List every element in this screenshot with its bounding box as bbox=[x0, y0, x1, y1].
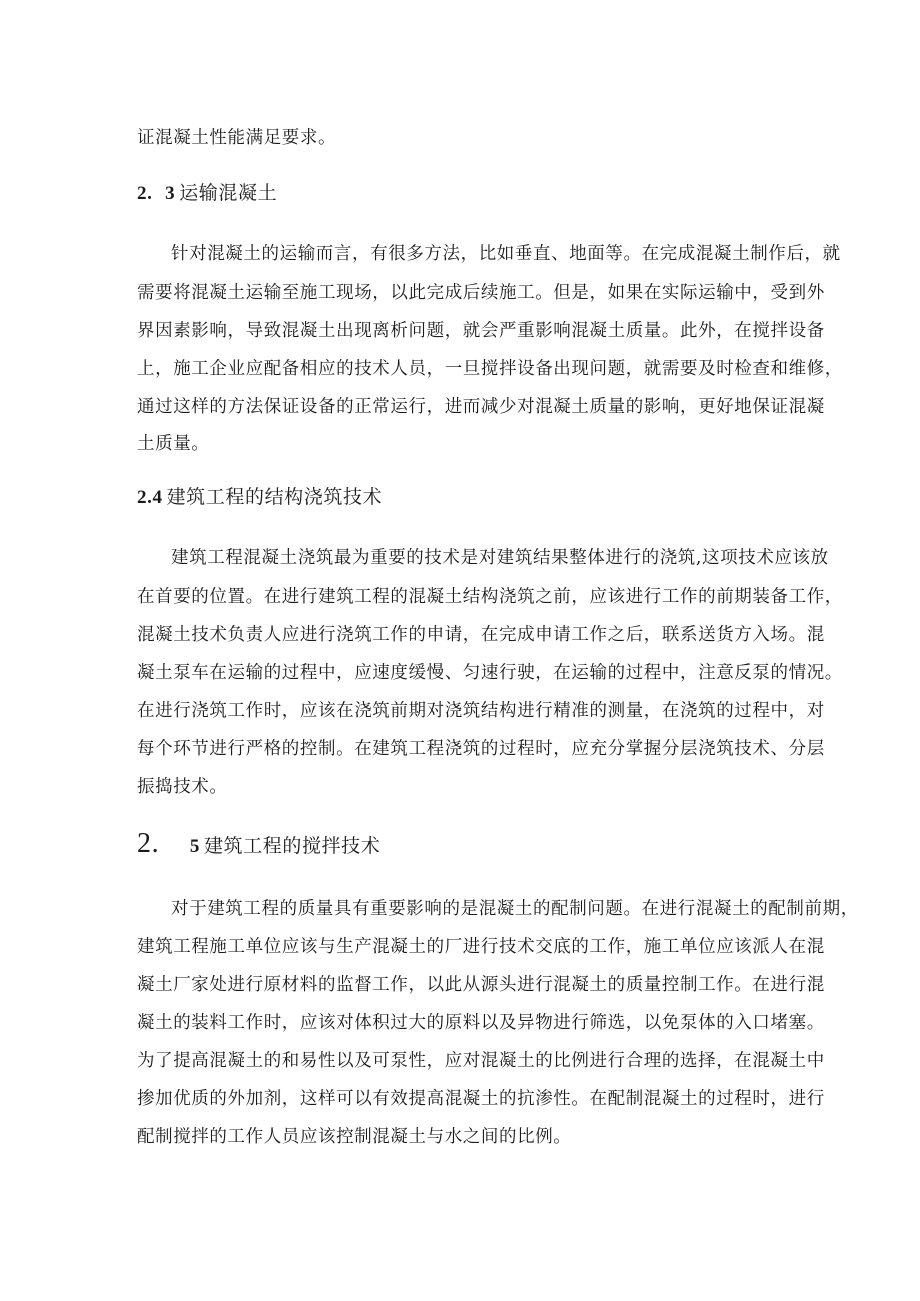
paragraph-line: 通过这样的方法保证设备的正常运行，进而减少对混凝土质量的影响，更好地保证混凝 bbox=[137, 397, 825, 417]
intro-line: 证混凝土性能满足要求。 bbox=[137, 128, 337, 148]
paragraph-line: 上，施工企业应配备相应的技术人员，一旦搅拌设备出现问题，就需要及时检查和维修， bbox=[137, 359, 843, 379]
paragraph-line: 建筑工程施工单位应该与生产混凝土的厂进行技术交底的工作，施工单位应该派人在混 bbox=[137, 937, 825, 957]
paragraph-line: 建筑工程混凝土浇筑最为重要的技术是对建筑结果整体进行的浇筑,这项技术应该放 bbox=[171, 548, 829, 568]
paragraph-line: 在进行浇筑工作时，应该在浇筑前期对浇筑结构进行精准的测量，在浇筑的过程中，对 bbox=[137, 701, 825, 721]
paragraph-line: 土质量。 bbox=[137, 434, 210, 454]
section-number: 2. bbox=[137, 183, 153, 204]
paragraph-line: 凝土厂家处进行原材料的监督工作，以此从源头进行混凝土的质量控制工作。在进行混 bbox=[137, 975, 825, 995]
section-title: 建筑工程的结构浇筑技术 bbox=[166, 486, 383, 508]
paragraph-line: 界因素影响，导致混凝土出现离析问题，就会严重影响混凝土质量。此外，在搅拌设备 bbox=[137, 321, 825, 341]
section-title: 建筑工程的搅拌技术 bbox=[203, 835, 381, 857]
paragraph-line: 针对混凝土的运输而言，有很多方法，比如垂直、地面等。在完成混凝土制作后，就 bbox=[171, 244, 841, 264]
section-number: 2. bbox=[137, 828, 160, 859]
paragraph-line: 凝土的装料工作时，应该对体积过大的原料以及异物进行筛选，以免泵体的入口堵塞。 bbox=[137, 1013, 825, 1033]
section-number-suffix: 3 bbox=[165, 183, 176, 204]
paragraph-line: 对于建筑工程的质量具有重要影响的是混凝土的配制问题。在进行混凝土的配制前期， bbox=[171, 899, 859, 919]
paragraph-line: 需要将混凝土运输至施工现场，以此完成后续施工。但是，如果在实际运输中，受到外 bbox=[137, 283, 825, 303]
paragraph-line: 混凝土技术负责人应进行浇筑工作的申请，在完成申请工作之后，联系送货方入场。混 bbox=[137, 625, 825, 645]
paragraph-line: 为了提高混凝土的和易性以及可泵性，应对混凝土的比例进行合理的选择，在混凝土中 bbox=[137, 1051, 825, 1071]
paragraph-line: 凝土泵车在运输的过程中，应速度缓慢、匀速行驶，在运输的过程中，注意反泵的情况。 bbox=[137, 663, 843, 683]
section-heading-2-5 bbox=[137, 828, 381, 860]
section-heading-2-4 bbox=[137, 484, 382, 511]
paragraph-line: 振捣技术。 bbox=[137, 777, 228, 797]
section-number-suffix: 5 bbox=[189, 836, 200, 857]
paragraph-line: 掺加优质的外加剂，这样可以有效提高混凝土的抗渗性。在配制混凝土的过程时，进行 bbox=[137, 1089, 825, 1109]
paragraph-line: 每个环节进行严格的控制。在建筑工程浇筑的过程时，应充分掌握分层浇筑技术、分层 bbox=[137, 739, 825, 759]
paragraph-line: 在首要的位置。在进行建筑工程的混凝土结构浇筑之前，应该进行工作的前期装备工作， bbox=[137, 587, 843, 607]
section-title: 运输混凝土 bbox=[179, 182, 278, 204]
section-number: 2.4 bbox=[137, 487, 163, 508]
paragraph-line: 配制搅拌的工作人员应该控制混凝土与水之间的比例。 bbox=[137, 1127, 572, 1147]
section-heading-2-3 bbox=[137, 180, 277, 207]
